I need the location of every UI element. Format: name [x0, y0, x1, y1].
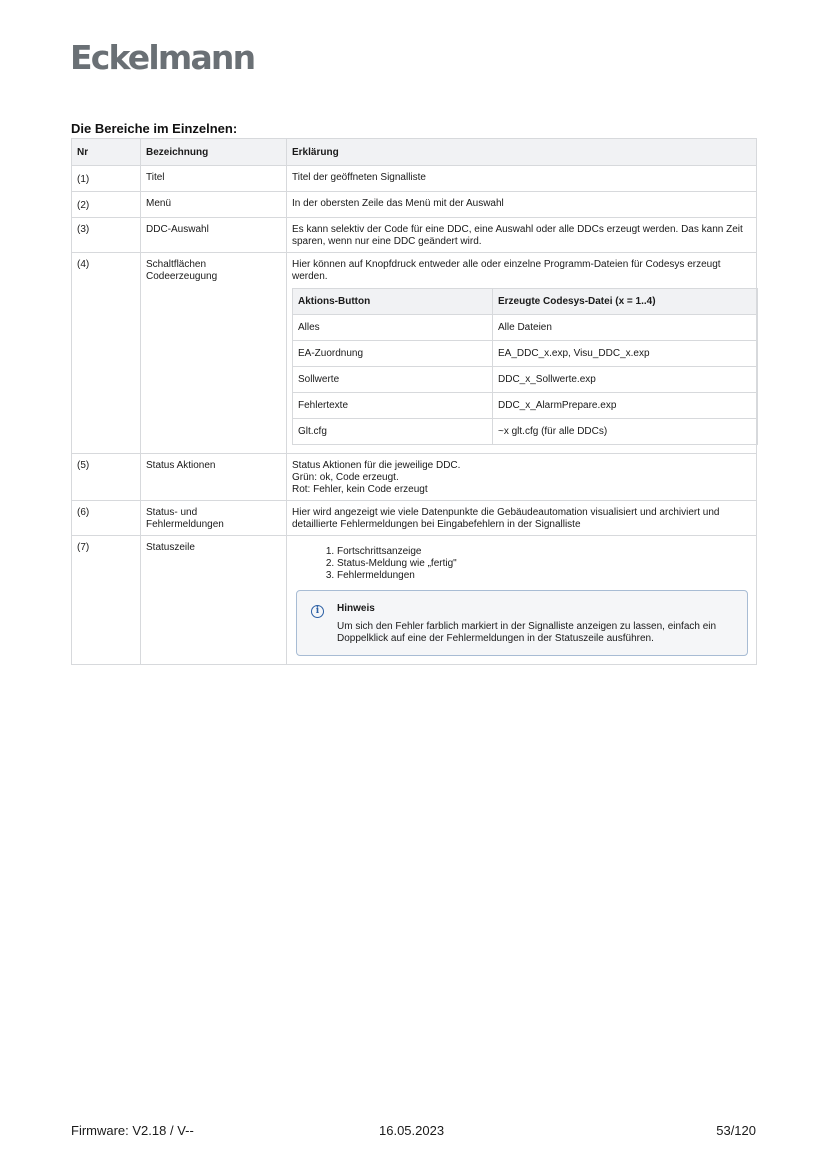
- table-row: [293, 315, 758, 341]
- table-row: [72, 192, 757, 218]
- row-text: [287, 536, 757, 665]
- footer-date: 16.05.2023: [379, 1123, 445, 1138]
- row-name: DDC-Auswahl: [141, 218, 287, 253]
- table-header-row: [72, 139, 757, 166]
- list-item: 3. Fehlermeldungen: [337, 570, 752, 582]
- row-nr: (5): [72, 454, 141, 501]
- header-file: Erzeugte Codesys-Datei (x = 1..4): [493, 289, 758, 315]
- table-row: [72, 536, 757, 665]
- row-text: In der obersten Zeile das Menü mit der Auswahl: [287, 192, 757, 218]
- list-item: 1. Fortschrittsanzeige: [337, 546, 752, 558]
- header-nr: Nr: [72, 139, 141, 166]
- brand-logo: Eckelmann: [70, 38, 255, 77]
- button-cell: Sollwerte: [293, 367, 493, 393]
- status-line-list: [292, 546, 752, 582]
- info-icon: i: [311, 605, 324, 618]
- row-name: Status Aktionen: [141, 454, 287, 501]
- table-row: [293, 393, 758, 419]
- table-row: [293, 341, 758, 367]
- footer-firmware: Firmware: V2.18 / V--: [71, 1123, 194, 1138]
- row-name: Status- und Fehlermeldungen: [141, 501, 287, 536]
- row-name: Menü: [141, 192, 287, 218]
- file-cell: EA_DDC_x.exp, Visu_DDC_x.exp: [493, 341, 758, 367]
- button-cell: EA-Zuordnung: [293, 341, 493, 367]
- list-item: 2. Status-Meldung wie „fertig": [337, 558, 752, 570]
- section-title: Die Bereiche im Einzelnen:: [71, 121, 238, 136]
- file-cell: DDC_x_AlarmPrepare.exp: [493, 393, 758, 419]
- row-text: Hier wird angezeigt wie viele Datenpunkte die Gebäudeautomation visualisiert und archiviert und detaillierte Fehlermeldungen bei Eingabefehlern in der Signalliste: [287, 501, 757, 536]
- note-box: [296, 590, 748, 656]
- header-bezeichnung: Bezeichnung: [141, 139, 287, 166]
- header-erklaerung: Erklärung: [287, 139, 757, 166]
- row-nr: (3): [72, 218, 141, 253]
- button-cell: Glt.cfg: [293, 419, 493, 445]
- button-cell: Fehlertexte: [293, 393, 493, 419]
- table-row: [72, 501, 757, 536]
- header-button: Aktions-Button: [293, 289, 493, 315]
- row-text: Hier können auf Knopfdruck entweder alle oder einzelne Programm-Dateien für Codesys erzeugt werden. Aktions-Button Erzeugte Codesys-Datei (x = 1..4) Alles Alle Dateien EA-Zuordnung EA_DDC_x.exp, Visu_DDC_x.exp Sollwerte DDC_x_Sollwerte.exp Fehlertexte DDC_x_AlarmPrepare.exp Glt.cfg ~x glt.cfg (für alle DDCs): [287, 253, 757, 454]
- buttons-table: [292, 288, 758, 445]
- row-nr: (7): [72, 536, 141, 665]
- row-nr: (4): [72, 253, 141, 454]
- areas-table: [71, 138, 757, 665]
- footer-page-number: 53/120: [716, 1123, 756, 1138]
- row-text: Status Aktionen für die jeweilige DDC. Grün: ok, Code erzeugt. Rot: Fehler, kein Code erzeugt: [287, 454, 757, 501]
- file-cell: DDC_x_Sollwerte.exp: [493, 367, 758, 393]
- buttons-table-header: [293, 289, 758, 315]
- note-title: Hinweis: [337, 603, 375, 614]
- row-nr: (2): [72, 192, 141, 218]
- row-nr: (1): [72, 166, 141, 192]
- button-cell: Alles: [293, 315, 493, 341]
- row-nr: (6): [72, 501, 141, 536]
- table-row: [72, 454, 757, 501]
- row-name: Schaltflächen Codeerzeugung: [141, 253, 287, 454]
- table-row: [72, 253, 757, 454]
- row-text: Es kann selektiv der Code für eine DDC, eine Auswahl oder alle DDCs erzeugt werden. Das kann Zeit sparen, wenn nur eine DDC geändert wird.: [287, 218, 757, 253]
- table-row: [293, 419, 758, 445]
- file-cell: Alle Dateien: [493, 315, 758, 341]
- row-name: Titel: [141, 166, 287, 192]
- row-name: Statuszeile: [141, 536, 287, 665]
- row-text: Titel der geöffneten Signalliste: [287, 166, 757, 192]
- note-text: Um sich den Fehler farblich markiert in der Signalliste anzeigen zu lassen, einfach ein Doppelklick auf eine der Fehlermeldungen in der Statuszeile ausführen.: [337, 621, 717, 644]
- table-row: [72, 166, 757, 192]
- table-row: [72, 218, 757, 253]
- file-cell: ~x glt.cfg (für alle DDCs): [493, 419, 758, 445]
- table-row: [293, 367, 758, 393]
